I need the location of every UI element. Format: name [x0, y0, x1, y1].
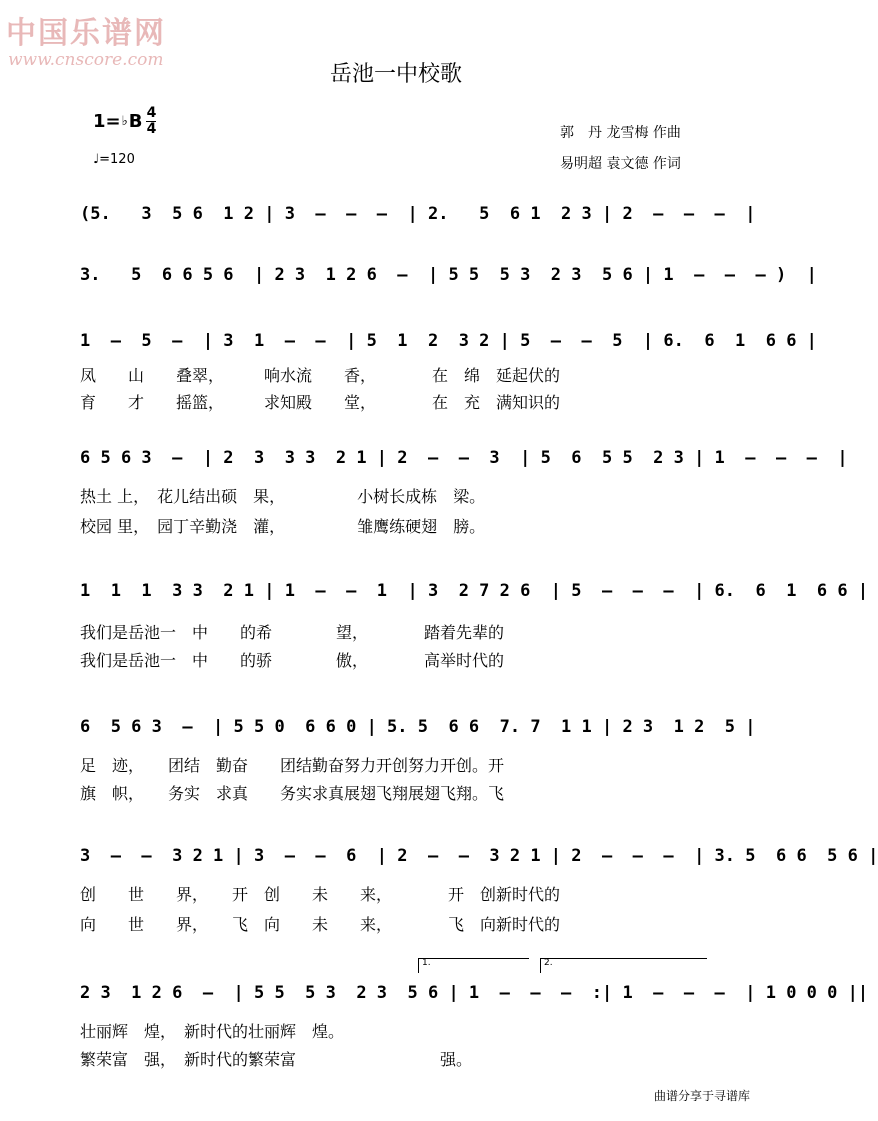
- lyric-line-4b: 校园 里， 园丁辛勤浇 灌， 雏鹰练硬翅 膀。: [80, 517, 486, 536]
- lyric-line-6b: 旗 帜， 务实 求真 务实求真展翅飞翔展翅飞翔。飞: [80, 784, 505, 803]
- volta-first-label: 1.: [422, 958, 431, 968]
- lyric-line-4a: 热土 上， 花儿结出硕 果， 小树长成栋 梁。: [80, 487, 486, 506]
- volta-second-label: 2.: [544, 958, 553, 968]
- composer-credit: 郭 丹 龙雪梅 作曲: [560, 125, 681, 141]
- key-signature: [93, 107, 156, 136]
- lyricist-credit: 易明超 袁文德 作词: [560, 156, 681, 172]
- volta-first-ending: [418, 958, 529, 973]
- footer-source: 曲谱分享于寻谱库: [652, 1086, 752, 1105]
- volta-second-ending: [540, 958, 707, 973]
- notation-line-3: 1 – 5 – | 3 1 – – | 5 1 2 3 2 | 5 – – 5 | 6. 6 1 6 6 |: [80, 331, 817, 351]
- notation-line-7: 3 – – 3 2 1 | 3 – – 6 | 2 – – 3 2 1 | 2 – – – | 3. 5 6 6 5 6 |: [80, 846, 878, 866]
- tempo-marking: ♩=120: [93, 152, 135, 167]
- flat-sign: ♭: [121, 114, 128, 129]
- meter-top: 4: [146, 105, 157, 121]
- lyric-line-8a: 壮丽辉 煌， 新时代的壮丽辉 煌。: [80, 1022, 345, 1041]
- notation-line-1: (5. 3 5 6 1 2 | 3 – – – | 2. 5 6 1 2 3 | 2 – – – |: [80, 204, 756, 224]
- lyric-line-5a: 我们是岳池一 中 的希 望， 踏着先辈的: [80, 623, 505, 642]
- notation-line-5: 1 1 1 3 3 2 1 | 1 – – 1 | 3 2 7 2 6 | 5 – – – | 6. 6 1 6 6 |: [80, 581, 869, 601]
- time-signature: [146, 107, 156, 136]
- notation-line-2: 3. 5 6 6 5 6 | 2 3 1 2 6 – | 5 5 5 3 2 3 5 6 | 1 – – – ) |: [80, 265, 817, 285]
- watermark-url: www.cnscore.com: [8, 50, 164, 70]
- lyric-line-7a: 创 世 界， 开 创 未 来， 开 创新时代的: [80, 885, 561, 904]
- lyric-line-3a: 凤 山 叠翠， 响水流 香， 在 绵 延起伏的: [80, 366, 561, 385]
- lyric-line-8b: 繁荣富 强， 新时代的繁荣富 强。: [80, 1050, 473, 1069]
- notation-line-4: 6 5 6 3 – | 2 3 3 3 2 1 | 2 – – 3 | 5 6 5 5 2 3 | 1 – – – |: [80, 448, 848, 468]
- lyric-line-3b: 育 才 摇篮， 求知殿 堂， 在 充 满知识的: [80, 393, 561, 412]
- meter-bottom: 4: [146, 121, 157, 137]
- lyric-line-5b: 我们是岳池一 中 的骄 傲， 高举时代的: [80, 651, 505, 670]
- lyric-line-7b: 向 世 界， 飞 向 未 来， 飞 向新时代的: [80, 915, 561, 934]
- song-title: 岳池一中校歌: [329, 62, 462, 87]
- notation-line-6: 6 5 6 3 – | 5 5 0 6 6 0 | 5. 5 6 6 7. 7 1 1 | 2 3 1 2 5 |: [80, 717, 756, 737]
- watermark-logo: 中国乐谱网: [6, 16, 166, 51]
- lyric-line-6a: 足 迹， 团结 勤奋 团结勤奋努力开创努力开创。开: [80, 756, 505, 775]
- key-label: 1=: [93, 111, 121, 132]
- key-note: B: [128, 111, 143, 132]
- notation-line-8: 2 3 1 2 6 – | 5 5 5 3 2 3 5 6 | 1 – – – :| 1 – – – | 1 0 0 0 ||: [80, 983, 869, 1003]
